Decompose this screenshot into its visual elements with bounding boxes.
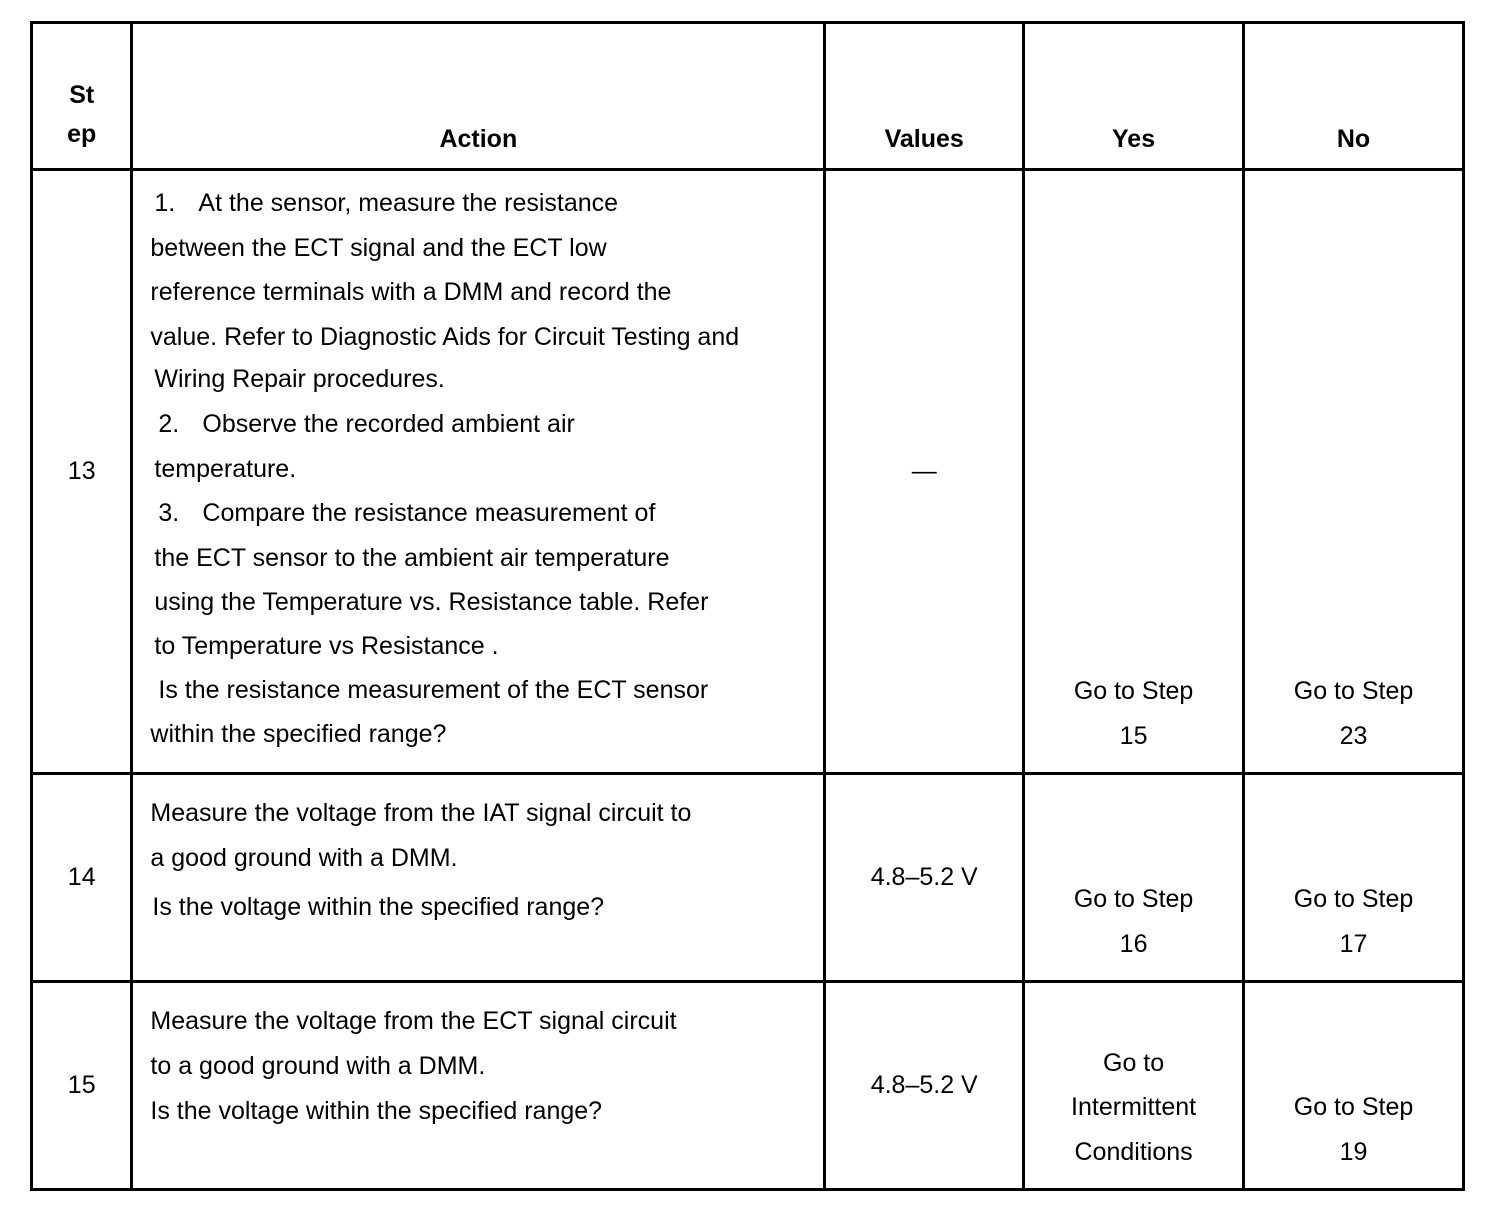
- action-text: value. Refer to Diagnostic Aids for Circuit Testing and: [150, 322, 740, 351]
- header-step: [32, 23, 132, 170]
- yes-text: Go to Step: [1073, 677, 1194, 705]
- no-cell: [1244, 982, 1464, 1190]
- action-text: using the Temperature vs. Resistance table. Refer: [154, 588, 709, 616]
- table-row-step-14: [32, 774, 1464, 982]
- no-text: Go to Step: [1293, 677, 1414, 705]
- action-text: temperature.: [154, 454, 297, 483]
- action-text: a good ground with a DMM.: [150, 843, 458, 872]
- header-no: No: [1244, 23, 1464, 170]
- yes-text: Conditions: [1074, 1137, 1193, 1166]
- no-text: Go to Step: [1293, 1093, 1414, 1121]
- action-question: within the specified range?: [150, 720, 447, 748]
- action-text: At the sensor, measure the resistance: [198, 189, 619, 217]
- values-dash: —: [911, 457, 937, 486]
- yes-text: Intermittent: [1071, 1093, 1197, 1121]
- action-text: Compare the resistance measurement of: [202, 499, 656, 527]
- action-cell: [132, 982, 825, 1190]
- table-row-step-15: [32, 982, 1464, 1190]
- action-question: Is the voltage within the specified range?: [150, 1097, 603, 1125]
- action-text: Observe the recorded ambient air: [202, 410, 575, 438]
- yes-cell: [1024, 170, 1244, 774]
- no-text: 17: [1339, 929, 1368, 958]
- step-number: 15: [32, 982, 132, 1190]
- action-cell: [132, 170, 825, 774]
- header-step-line-2: ep: [67, 120, 97, 148]
- diagnostic-table: [30, 21, 1465, 1191]
- values-cell: 4.8–5.2 V: [825, 982, 1024, 1190]
- yes-text: Go to: [1103, 1048, 1165, 1077]
- no-text: 19: [1339, 1137, 1368, 1166]
- table-row-step-13: [32, 170, 1464, 774]
- action-text: Measure the voltage from the IAT signal circuit to: [150, 799, 692, 827]
- no-cell: [1244, 774, 1464, 982]
- yes-text: 15: [1119, 721, 1148, 750]
- no-text: 23: [1339, 721, 1368, 750]
- header-action: Action: [132, 23, 825, 170]
- no-cell: [1244, 170, 1464, 774]
- action-cell: [132, 774, 825, 982]
- header-values: Values: [825, 23, 1024, 170]
- action-text: to Temperature vs Resistance .: [154, 631, 499, 660]
- action-item-number: 2.: [158, 410, 180, 438]
- yes-text: Go to Step: [1073, 885, 1194, 913]
- action-text: to a good ground with a DMM.: [150, 1051, 486, 1080]
- action-item-number: 3.: [158, 499, 180, 527]
- yes-text: 16: [1119, 929, 1148, 958]
- action-question: Is the voltage within the specified range?: [152, 893, 605, 921]
- header-yes: Yes: [1024, 23, 1244, 170]
- action-item-number: 1.: [154, 189, 176, 217]
- action-text: Measure the voltage from the ECT signal circuit: [150, 1007, 677, 1035]
- action-item-3: [150, 491, 813, 536]
- action-text: the ECT sensor to the ambient air temperature: [154, 543, 670, 572]
- action-question: Is the resistance measurement of the ECT sensor: [158, 675, 709, 704]
- action-text: Wiring Repair procedures.: [154, 365, 445, 393]
- diagnostic-table-frame: [30, 21, 1465, 1191]
- action-text: between the ECT signal and the ECT low: [150, 233, 607, 262]
- values-cell: 4.8–5.2 V: [825, 774, 1024, 982]
- yes-cell: [1024, 982, 1244, 1190]
- action-item-1: [150, 181, 813, 226]
- action-item-2: [150, 402, 813, 447]
- step-number: 14: [32, 774, 132, 982]
- yes-cell: [1024, 774, 1244, 982]
- action-text: reference terminals with a DMM and record the: [150, 278, 672, 306]
- header-step-line-1: St: [69, 81, 95, 109]
- values-cell: [825, 170, 1024, 774]
- table-header-row: [32, 23, 1464, 170]
- step-number: 13: [32, 170, 132, 774]
- no-text: Go to Step: [1293, 885, 1414, 913]
